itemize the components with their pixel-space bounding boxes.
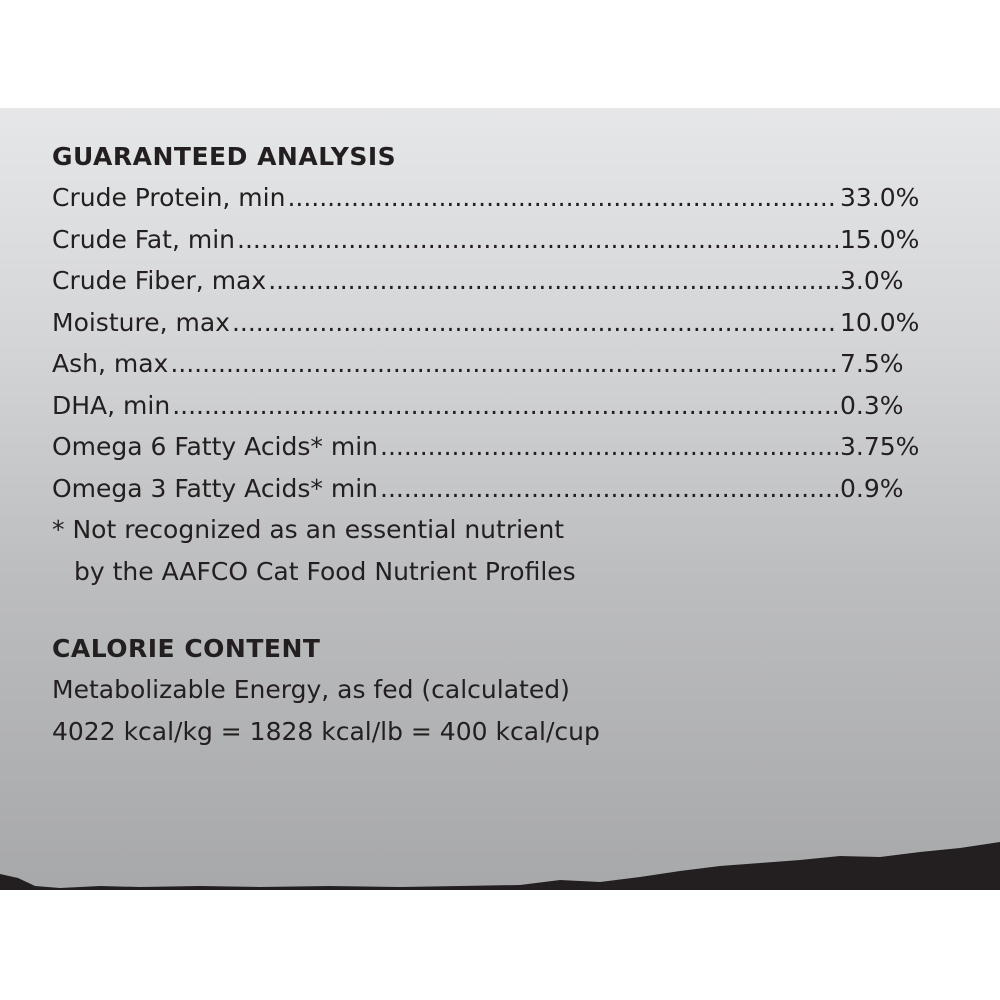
mountain-silhouette bbox=[0, 830, 1000, 890]
analysis-label: Omega 6 Fatty Acids* min bbox=[52, 432, 378, 461]
dot-leader bbox=[232, 302, 838, 344]
analysis-row bbox=[52, 385, 932, 427]
analysis-label: Crude Protein, min bbox=[52, 183, 286, 212]
analysis-row bbox=[52, 177, 932, 219]
analysis-label: Crude Fiber, max bbox=[52, 266, 267, 295]
analysis-row bbox=[52, 302, 932, 344]
analysis-row bbox=[52, 343, 932, 385]
analysis-row bbox=[52, 219, 932, 261]
dot-leader bbox=[172, 385, 838, 427]
dot-leader bbox=[268, 260, 838, 302]
guaranteed-analysis-heading: GUARANTEED ANALYSIS bbox=[52, 142, 397, 171]
dot-leader bbox=[170, 343, 838, 385]
analysis-label: DHA, min bbox=[52, 390, 171, 420]
analysis-label: Moisture, max bbox=[52, 307, 230, 337]
analysis-row bbox=[52, 426, 932, 468]
dot-leader bbox=[237, 219, 838, 261]
nutrition-content bbox=[52, 136, 932, 752]
analysis-value: 0.9% bbox=[840, 473, 904, 503]
dot-leader bbox=[287, 177, 838, 219]
analysis-value: 10.0% bbox=[840, 307, 920, 337]
footnote-line-1: * Not recognized as an essential nutrient bbox=[52, 515, 565, 544]
analysis-label: Omega 3 Fatty Acids* min bbox=[52, 473, 378, 503]
analysis-value: 3.75% bbox=[840, 432, 920, 461]
analysis-label: Ash, max bbox=[52, 349, 169, 378]
calorie-content-heading: CALORIE CONTENT bbox=[52, 634, 321, 663]
calorie-values: 4022 kcal/kg = 1828 kcal/lb = 400 kcal/cup bbox=[52, 716, 600, 746]
analysis-value: 7.5% bbox=[840, 349, 904, 378]
analysis-value: 0.3% bbox=[840, 390, 904, 420]
analysis-row bbox=[52, 468, 932, 510]
footnote-line-2: by the AAFCO Cat Food Nutrient Profiles bbox=[74, 556, 576, 586]
analysis-value: 33.0% bbox=[840, 183, 920, 212]
nutrition-panel bbox=[0, 108, 1000, 890]
dot-leader bbox=[380, 426, 838, 468]
calorie-description: Metabolizable Energy, as fed (calculated) bbox=[52, 675, 570, 704]
analysis-label: Crude Fat, min bbox=[52, 224, 236, 254]
dot-leader bbox=[380, 468, 838, 510]
analysis-value: 15.0% bbox=[840, 224, 920, 254]
analysis-value: 3.0% bbox=[840, 266, 904, 295]
analysis-row bbox=[52, 260, 932, 302]
